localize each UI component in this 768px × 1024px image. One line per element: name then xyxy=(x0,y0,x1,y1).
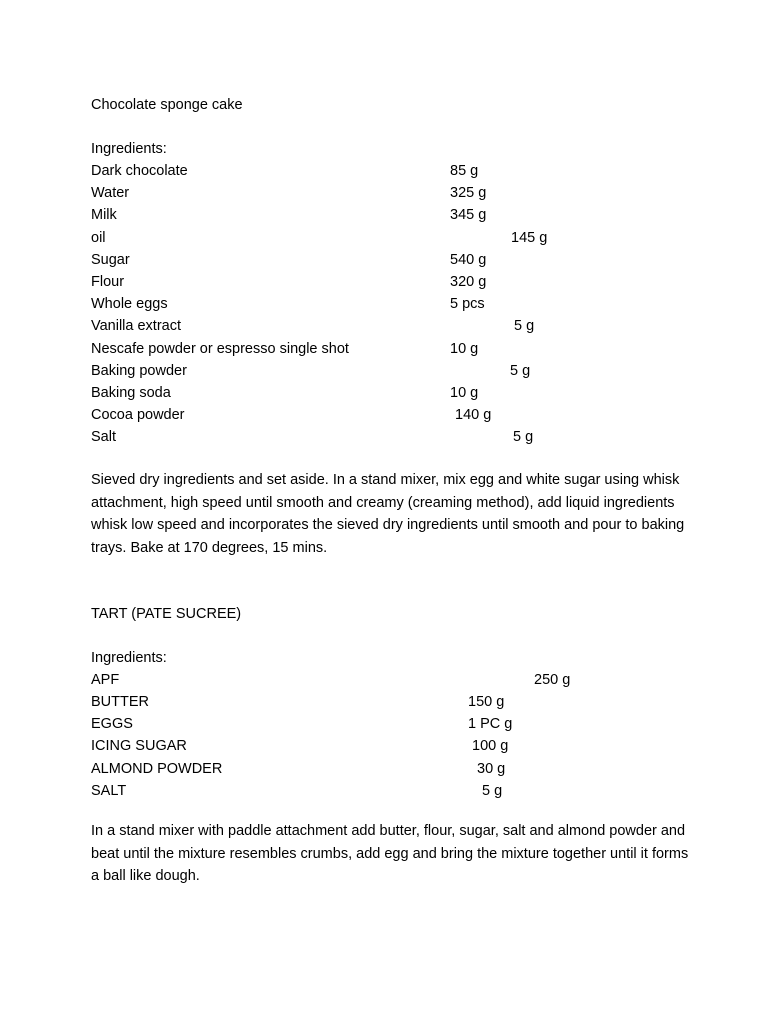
ingredient-qty: 250 g xyxy=(534,672,571,688)
ingredient-name: EGGS xyxy=(91,716,133,732)
ingredient-qty: 325 g xyxy=(450,185,487,201)
tart-ingredient-row xyxy=(91,758,691,780)
ingredient-qty: 145 g xyxy=(511,230,548,246)
cake-ingredient-row xyxy=(91,271,691,293)
ingredient-name: APF xyxy=(91,672,120,688)
ingredient-qty: 10 g xyxy=(450,385,479,401)
ingredient-qty: 5 g xyxy=(514,318,535,334)
ingredient-name: Baking powder xyxy=(91,363,187,379)
ingredient-name: oil xyxy=(91,230,106,246)
ingredient-qty: 320 g xyxy=(450,274,487,290)
ingredient-name: Baking soda xyxy=(91,385,171,401)
ingredient-qty: 540 g xyxy=(450,252,487,268)
ingredient-name: Sugar xyxy=(91,252,130,268)
ingredient-name: Dark chocolate xyxy=(91,163,188,179)
ingredient-name: SALT xyxy=(91,783,127,799)
cake-title: Chocolate sponge cake xyxy=(91,97,243,113)
cake-ingredient-row xyxy=(91,360,691,382)
cake-ingredient-row xyxy=(91,315,691,337)
ingredient-name: BUTTER xyxy=(91,694,149,710)
tart-ingredient-row xyxy=(91,669,691,691)
ingredient-qty: 5 g xyxy=(513,429,534,445)
tart-ingredients-heading: Ingredients: xyxy=(91,650,167,666)
ingredient-qty: 150 g xyxy=(468,694,505,710)
cake-ingredient-row xyxy=(91,338,691,360)
ingredient-qty: 10 g xyxy=(450,341,479,357)
cake-ingredient-row xyxy=(91,249,691,271)
ingredient-name: Water xyxy=(91,185,130,201)
ingredient-qty: 140 g xyxy=(455,407,492,423)
cake-ingredient-row xyxy=(91,160,691,182)
cake-ingredient-row xyxy=(91,182,691,204)
tart-ingredient-row xyxy=(91,780,691,802)
tart-method: In a stand mixer with paddle attachment add butter, flour, sugar, salt and almond powder and beat until the mixture resembles crumbs, add egg and bring the mixture together until it forms a ball like dough. xyxy=(91,823,689,884)
ingredient-name: ALMOND POWDER xyxy=(91,761,223,777)
ingredient-qty: 100 g xyxy=(472,738,509,754)
tart-title: TART (PATE SUCREE) xyxy=(91,606,242,622)
ingredient-qty: 30 g xyxy=(477,761,506,777)
ingredient-name: Vanilla extract xyxy=(91,318,181,334)
cake-ingredient-row xyxy=(91,426,691,448)
ingredient-name: Nescafe powder or espresso single shot xyxy=(91,341,349,357)
ingredient-qty: 85 g xyxy=(450,163,479,179)
ingredient-name: Whole eggs xyxy=(91,296,168,312)
ingredient-qty: 1 PC g xyxy=(468,716,513,732)
cake-ingredient-row xyxy=(91,227,691,249)
ingredient-name: Milk xyxy=(91,207,117,223)
cake-method: Sieved dry ingredients and set aside. In a stand mixer, mix egg and white sugar using whisk attachment, high speed until smooth and creamy (creaming method), add liquid ingredients whisk low speed and incorporates the sieved dry ingredients until smooth and pour to baking trays. Bake at 170 degrees, 15 mins. xyxy=(91,472,685,556)
ingredient-qty: 5 g xyxy=(482,783,503,799)
ingredient-name: Salt xyxy=(91,429,116,445)
ingredient-qty: 5 pcs xyxy=(450,296,485,312)
ingredient-name: Cocoa powder xyxy=(91,407,185,423)
ingredient-qty: 5 g xyxy=(510,363,531,379)
tart-ingredient-row xyxy=(91,735,691,757)
cake-ingredient-row xyxy=(91,204,691,226)
tart-ingredient-row xyxy=(91,691,691,713)
ingredient-name: Flour xyxy=(91,274,125,290)
tart-ingredient-row xyxy=(91,713,691,735)
cake-ingredient-row xyxy=(91,293,691,315)
ingredient-qty: 345 g xyxy=(450,207,487,223)
cake-ingredient-row xyxy=(91,404,691,426)
ingredient-name: ICING SUGAR xyxy=(91,738,187,754)
cake-ingredients-heading: Ingredients: xyxy=(91,141,167,157)
cake-ingredient-row xyxy=(91,382,691,404)
